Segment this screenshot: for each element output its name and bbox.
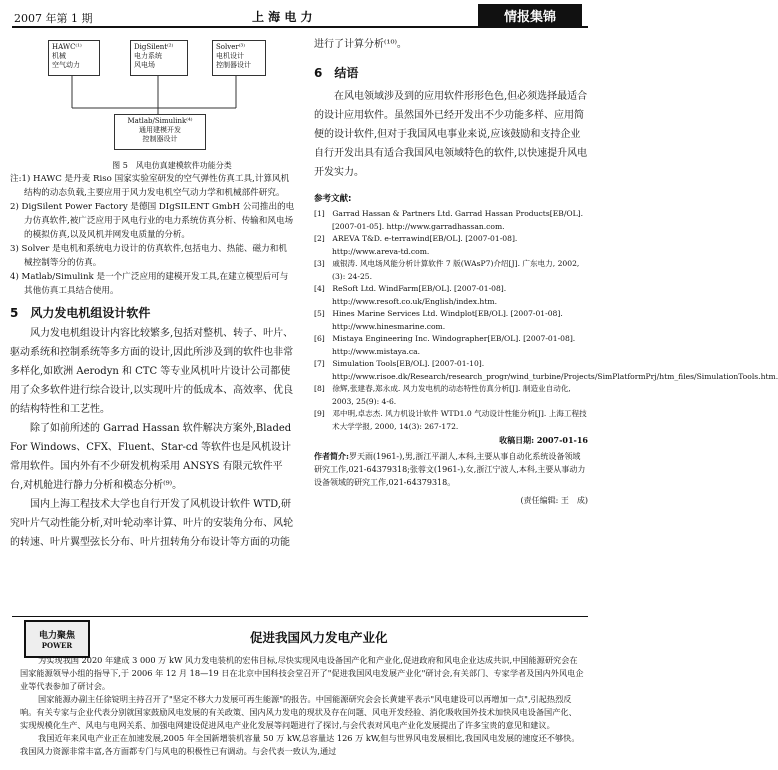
figure-note: 3) Solver 是电机和系统电力设计的仿真软件,包括电力、热能、磁力和机械控制等分的仿真。 [10, 244, 287, 268]
power-focus-logo [24, 620, 90, 658]
logo-text-cn: 电力聚焦 [38, 631, 75, 641]
reference-item: [2] AREVA T&D. e-terrawind[EB/OL]. [2007-01-08]. http://www.areva-td.com. [314, 234, 518, 256]
bottom-rule [12, 616, 588, 617]
body-paragraph: 除了如前所述的 Garrad Hassan 软件解决方案外,Bladed For Windows、CFX、Fluent、Star-cd 等软件也是风机设计常用软件。国内外有不少研发机构采用 ANSYS 有限元软件平台,对机舱进行静力分析和模态分析⁽⁹⁾。 [10, 423, 292, 491]
continuation-text: 进行了计算分析⁽¹⁰⁾。 [314, 39, 407, 50]
author-label: 作者简介: [314, 451, 349, 461]
header-rule [12, 26, 588, 28]
body-paragraph: 国内上海工程技术大学也自行开发了风机设计软件 WTD,研究叶片气动性能分析,对叶轮动率计算、叶片的安装角分布、风轮的转速、叶片翼型弦长分布、叶片扭转角分布设计等方面的功能 [10, 499, 294, 548]
hawc-box: HAWC⁽¹⁾ 机械 空气动力 [48, 40, 100, 76]
section-5-title: 5 风力发电机组设计软件 [10, 306, 151, 320]
figure-note: 注:1) HAWC 是丹麦 Riso 国家实验室研发的空气弹性仿真工具,计算风机结构的动态负载,主要应用于风力发电机空气动力学和机械部件研究。 [10, 174, 290, 198]
body-paragraph: 风力发电机组设计内容比较繁多,包括对整机、转子、叶片、驱动系统和控制系统等多方面的设计,因此所涉及到的软件也非常多样化,如欧洲 Aerodyn 和 CTC 等专业风机叶片设计公司都使用了众多软件进行综合设计,以实现叶片的低成本、高效率、优良的结构特性和工艺性。 [10, 328, 294, 415]
logo-text-en: POWER [41, 641, 73, 650]
solver-box: Solver⁽³⁾ 电机设计 控制器设计 [212, 40, 266, 76]
received-date: 收稿日期: 2007-01-16 [499, 435, 588, 445]
left-column [10, 172, 295, 552]
reference-item: [4] ReSoft Ltd. WindFarm[EB/OL]. [2007-01-08]. http://www.resoft.co.uk/English/index.htm. [314, 284, 507, 306]
figure-note: 4) Matlab/Simulink 是一个广泛应用的建模开发工具,在建立模型后可与其他仿真工具结合使用。 [10, 272, 289, 296]
news-paragraph: 为实现我国 2020 年建成 3 000 万 kW 风力发电装机的宏伟目标,尽快实现风电设备国产化和产业化,促进政府和风电企业达成共识,中国能源研究会在国家能源领导小组的指导下,于 2006 年 12 月 18—19 日在北京中国科技会堂召开了"促进我国风电发展产业化"研讨会,有关部门、专家学者及国内外风电企业等代表参加了研讨会。 [20, 655, 584, 691]
author-bio [314, 450, 588, 489]
reference-item: [1] Garrad Hassan & Partners Ltd. Garrad Hassan Products[EB/OL]. [2007-01-05]. http://www.garradhassan.com. [314, 209, 584, 231]
news-paragraph: 国家能源办副主任徐锭明主持召开了"坚定不移大力发展可再生能源"的报告。中国能源研究会会长黄建平表示"风电建设可以再增加一点",引起热烈反响。有关专家与企业代表分别就国家鼓励风电发展的有关政策、国内风力发电的现状及存在问题、风电开发经验、消化吸收国外技术加快风电设备国产化、实现规模化生产、风电与电网关系、加强电网建设促进风电产业化发展等问题进行了探讨,与会代表对风电产业化发展提出了许多宝贵的意见和建议。 [20, 694, 577, 730]
digsilent-box: DigSilent⁽²⁾ 电力系统 风电场 [130, 40, 188, 76]
news-body [20, 654, 584, 758]
news-title: 促进我国风力发电产业化 [250, 630, 388, 645]
author-text: 罗天雨(1961-),男,浙江平湖人,本科,主要从事自动化系统设备领域研究工作,021-64379318;张蓉文(1961-),女,浙江宁波人,本科,主要从事动力设备领域的研究工作,021-64379318。 [314, 452, 586, 487]
figure-note: 2) DigSilent Power Factory 是德国 DIgSILENT GmbH 公司推出的电力仿真软件,被广泛应用于风电行业的电力系统仿真分析、传输和风电场的模拟仿真,以及风机并网发电质量的分析。 [10, 202, 295, 240]
software-diagram [40, 36, 280, 156]
news-paragraph: 我国近年来风电产业正在加速发展,2005 年全国新增装机容量 50 万 kW,总容量达 126 万 kW,但与世界风电发展相比,我国风电发展的速度还不够快。我国风力资源非常丰富,各方面都专门与风电的积极性已有调动。与会代表一致认为,通过 [20, 733, 580, 756]
right-column [314, 36, 778, 506]
section-6-title: 6 结语 [314, 66, 359, 80]
conclusion-paragraph: 在风电领域涉及到的应用软件形形色色,但必须选择最适合的设计应用软件。虽然国外已经开发出不少功能多样、应用简便的设计软件,但对于我国风电事业来说,应该鼓励和支持企业自行开发出具有适合我国风电领域特色的软件,以快速提升风电开发实力。 [314, 91, 588, 178]
reference-item: [8] 徐辉,张建春,郑永成. 风力发电机的动态特性仿真分析[J]. 制造业自动化, 2003, 25(9): 4-6. [314, 384, 571, 406]
journal-title: 上 海 电 力 [252, 10, 313, 24]
reference-item: [6] Mistaya Engineering Inc. Windographer[EB/OL]. [2007-01-08]. http://www.mistaya.ca. [314, 334, 576, 356]
editor-credit: (责任编辑: 王 成) [520, 496, 588, 505]
references-title: 参考文献: [314, 194, 352, 204]
issue-label: 2007 年第 1 期 [14, 12, 93, 25]
matlab-box: Matlab/Simulink⁽⁴⁾ 通用建模开发 控制器设计 [114, 114, 206, 150]
reference-item: [7] Simulation Tools[EB/OL]. [2007-01-10]. http://www.risoe.dk/Research/research_progr/wind_turbine/Projects/SimPlatformPrj/htm_files/SimulationTools.htm. [314, 359, 778, 381]
figure-caption: 图 5 风电仿真建模软件功能分类 [112, 161, 232, 170]
column-badge: 情报集锦 [478, 4, 582, 26]
reference-item: [9] 邓中明,卓志杰. 风力机设计软件 WTD1.0 气动设计性能分析[J]. 上海工程技术大学学报, 2000, 14(3): 267-172. [314, 409, 587, 431]
reference-item: [3] 戚银涛. 风电场风能分析计算软件 7 版(WAsP7)介绍[J]. 广东电力, 2002, (3): 24-25. [314, 259, 580, 281]
reference-item: [5] Hines Marine Services Ltd. Windplot[EB/OL]. [2007-01-08]. http://www.hinesmarine.com. [314, 309, 563, 331]
